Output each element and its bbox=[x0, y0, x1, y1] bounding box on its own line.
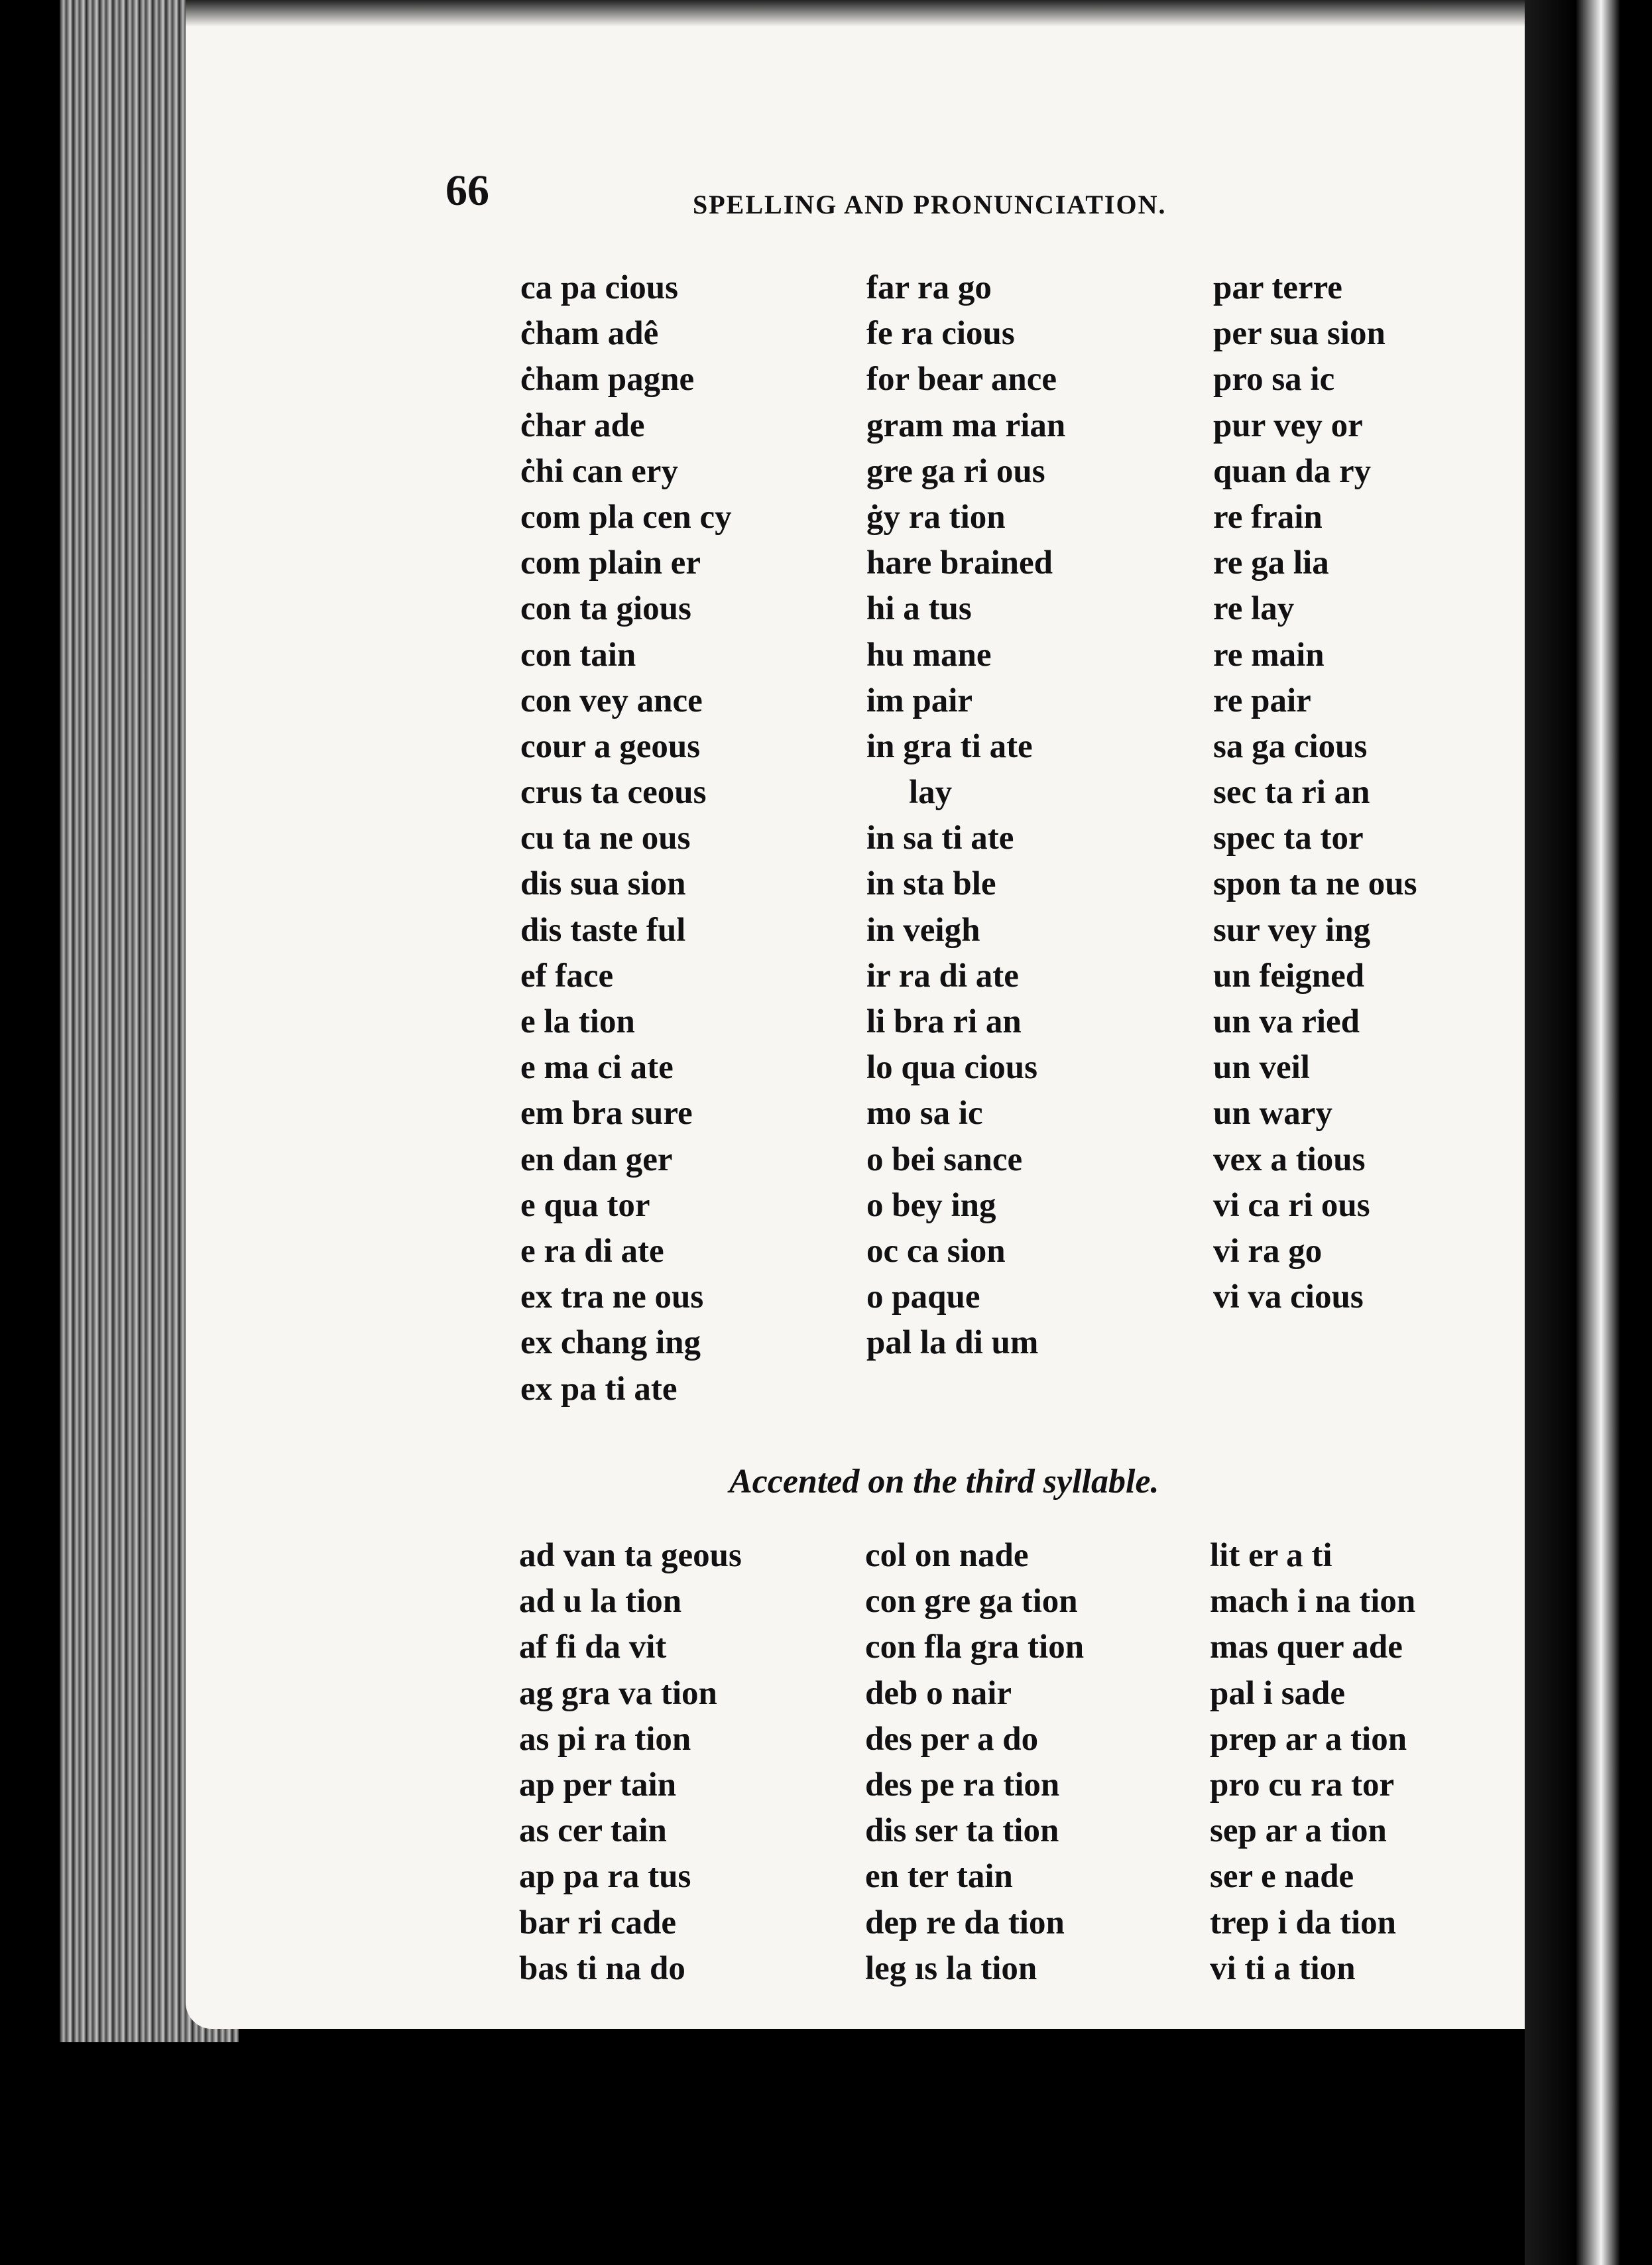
word-entry: af fi da vit bbox=[519, 1628, 667, 1666]
word-entry: ca pa cious bbox=[520, 269, 679, 306]
word-entry: ad u la tion bbox=[519, 1583, 682, 1621]
word-entry: in veigh bbox=[866, 911, 980, 949]
word-entry: ċhi can ery bbox=[520, 452, 678, 490]
word-entry: com pla cen cy bbox=[520, 498, 732, 536]
word-entry: hare brained bbox=[866, 544, 1053, 582]
word-entry: dis ser ta tion bbox=[865, 1812, 1059, 1850]
word-entry: leg ıs la tion bbox=[865, 1949, 1037, 1987]
word-entry: ad van ta geous bbox=[519, 1537, 742, 1574]
word-entry: lo qua cious bbox=[866, 1049, 1037, 1087]
word-entry: e ra di ate bbox=[520, 1232, 664, 1270]
word-entry: pal la di um bbox=[866, 1324, 1039, 1362]
word-entry: trep i da tion bbox=[1210, 1904, 1396, 1941]
word-entry: oc ca sion bbox=[866, 1232, 1006, 1270]
word-entry: vi ca ri ous bbox=[1213, 1186, 1370, 1224]
word-entry: un veil bbox=[1213, 1049, 1310, 1087]
word-entry: in gra ti ate bbox=[866, 727, 1033, 765]
word-entry: sec ta ri an bbox=[1213, 774, 1370, 812]
word-entry: e ma ci ate bbox=[520, 1049, 674, 1087]
word-entry: con gre ga tion bbox=[865, 1583, 1078, 1621]
word-entry: des per a do bbox=[865, 1720, 1039, 1758]
word-entry: li bra ri an bbox=[866, 1003, 1022, 1040]
word-entry: pro sa ic bbox=[1213, 361, 1335, 398]
word-entry: con vey ance bbox=[520, 682, 703, 719]
word-entry: sa ga cious bbox=[1213, 727, 1368, 765]
word-entry: o bei sance bbox=[866, 1140, 1023, 1178]
top-shadow bbox=[186, 0, 1538, 27]
word-entry: lit er a ti bbox=[1210, 1537, 1332, 1574]
word-entry: ag gra va tion bbox=[519, 1674, 717, 1712]
running-title: SPELLING AND PRONUNCIATION. bbox=[693, 190, 1167, 219]
word-entry: ex chang ing bbox=[520, 1324, 701, 1362]
word-entry: mas quer ade bbox=[1210, 1628, 1403, 1666]
word-column-5 bbox=[865, 1533, 1084, 1992]
word-entry: quan da ry bbox=[1213, 452, 1372, 490]
word-entry: mo sa ic bbox=[866, 1095, 983, 1132]
word-entry: pro cu ra tor bbox=[1210, 1766, 1395, 1804]
word-entry: bas ti na do bbox=[519, 1949, 685, 1987]
word-entry: ap pa ra tus bbox=[519, 1858, 691, 1896]
word-entry: e la tion bbox=[520, 1003, 635, 1040]
word-entry: re pair bbox=[1213, 682, 1311, 719]
word-entry: ef face bbox=[520, 957, 614, 995]
word-entry: re ga lia bbox=[1213, 544, 1329, 582]
word-entry: fe ra cious bbox=[866, 315, 1015, 353]
word-entry: in sta ble bbox=[866, 865, 996, 903]
word-entry: con tain bbox=[520, 636, 636, 674]
word-entry: gre ga ri ous bbox=[866, 452, 1045, 490]
book-gutter-shadow bbox=[1525, 0, 1652, 2265]
section-heading: Accented on the third syllable. bbox=[729, 1463, 1159, 1500]
word-entry: sur vey ing bbox=[1213, 911, 1371, 949]
word-entry: con ta gious bbox=[520, 590, 691, 628]
word-entry: com plain er bbox=[520, 544, 701, 582]
word-entry: ċham pagne bbox=[520, 361, 695, 398]
page-number: 66 bbox=[445, 166, 489, 215]
word-entry: dis taste ful bbox=[520, 911, 686, 949]
word-entry: cour a geous bbox=[520, 727, 701, 765]
word-entry: re main bbox=[1213, 636, 1325, 674]
word-entry: as cer tain bbox=[519, 1812, 667, 1850]
word-entry: re frain bbox=[1213, 498, 1323, 536]
word-entry: ser e nade bbox=[1210, 1858, 1354, 1896]
word-entry: spon ta ne ous bbox=[1213, 865, 1417, 903]
word-entry: prep ar a tion bbox=[1210, 1720, 1407, 1758]
word-entry: re lay bbox=[1213, 590, 1295, 628]
word-entry: ġy ra tion bbox=[866, 498, 1006, 536]
word-entry: cu ta ne ous bbox=[520, 820, 691, 857]
word-entry: lay bbox=[909, 774, 953, 812]
word-entry: ex pa ti ate bbox=[520, 1370, 678, 1408]
word-entry: ex tra ne ous bbox=[520, 1278, 704, 1316]
word-entry: ir ra di ate bbox=[866, 957, 1019, 995]
word-entry: ċhar ade bbox=[520, 406, 645, 444]
word-entry: col on nade bbox=[865, 1537, 1029, 1574]
word-entry: bar ri cade bbox=[519, 1904, 677, 1941]
word-entry: vi va cious bbox=[1213, 1278, 1364, 1316]
word-entry: far ra go bbox=[866, 269, 992, 306]
word-entry: mach i na tion bbox=[1210, 1583, 1416, 1621]
word-entry: pur vey or bbox=[1213, 406, 1363, 444]
word-entry: per sua sion bbox=[1213, 315, 1386, 353]
word-entry: hu mane bbox=[866, 636, 992, 674]
word-column-6 bbox=[1210, 1533, 1415, 1992]
word-column-3 bbox=[1213, 265, 1417, 1320]
word-entry: vi ra go bbox=[1213, 1232, 1323, 1270]
word-entry: em bra sure bbox=[520, 1095, 693, 1132]
word-column-2 bbox=[866, 265, 1065, 1367]
word-entry: gram ma rian bbox=[866, 406, 1066, 444]
word-entry: dis sua sion bbox=[520, 865, 686, 903]
word-entry: e qua tor bbox=[520, 1186, 650, 1224]
word-entry: o paque bbox=[866, 1278, 980, 1316]
word-entry: as pi ra tion bbox=[519, 1720, 691, 1758]
word-entry: en dan ger bbox=[520, 1140, 673, 1178]
word-entry: im pair bbox=[866, 682, 973, 719]
word-entry: un va ried bbox=[1213, 1003, 1360, 1040]
word-entry: hi a tus bbox=[866, 590, 972, 628]
word-entry: con fla gra tion bbox=[865, 1628, 1085, 1666]
word-entry: vex a tious bbox=[1213, 1140, 1366, 1178]
word-entry: for bear ance bbox=[866, 361, 1057, 398]
word-entry: o bey ing bbox=[866, 1186, 996, 1224]
word-entry: in sa ti ate bbox=[866, 820, 1014, 857]
word-entry: dep re da tion bbox=[865, 1904, 1065, 1941]
word-entry: des pe ra tion bbox=[865, 1766, 1060, 1804]
word-entry: ċham adê bbox=[520, 315, 659, 353]
word-column-4 bbox=[519, 1533, 742, 1992]
word-entry: en ter tain bbox=[865, 1858, 1013, 1896]
word-entry: spec ta tor bbox=[1213, 820, 1364, 857]
word-entry: crus ta ceous bbox=[520, 774, 707, 812]
word-entry: par terre bbox=[1213, 269, 1342, 306]
word-entry: un feigned bbox=[1213, 957, 1365, 995]
word-entry: un wary bbox=[1213, 1095, 1332, 1132]
word-column-1 bbox=[520, 265, 732, 1412]
word-entry: pal i sade bbox=[1210, 1674, 1346, 1712]
word-entry: sep ar a tion bbox=[1210, 1812, 1387, 1850]
word-entry: vi ti a tion bbox=[1210, 1949, 1356, 1987]
word-entry: deb o nair bbox=[865, 1674, 1012, 1712]
word-entry: ap per tain bbox=[519, 1766, 677, 1804]
